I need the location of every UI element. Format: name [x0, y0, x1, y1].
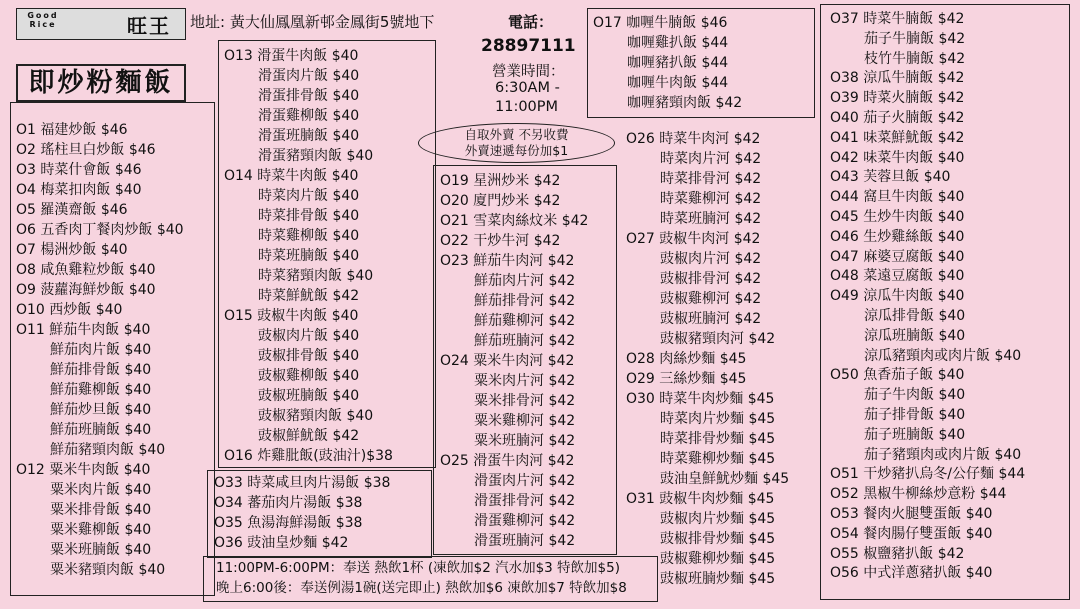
- menu-item: O53 餐肉火腿雙蛋飯 $40: [830, 505, 993, 522]
- menu-item: O56 中式洋蔥豬扒飯 $40: [830, 565, 993, 582]
- menu-item: O11 鮮茄牛肉飯 $40: [16, 322, 151, 338]
- menu-item: O40 茄子火腩飯 $42: [830, 109, 965, 126]
- menu-item: O17 咖喱牛腩飯 $46: [593, 15, 728, 31]
- menu-item: 鮮茄雞柳河 $42: [474, 313, 576, 329]
- menu-item: 豉椒排骨河 $42: [660, 271, 762, 287]
- menu-item: 鮮茄雞柳飯 $40: [50, 382, 152, 398]
- menu-item: O8 咸魚雞粒炒飯 $40: [16, 262, 156, 278]
- menu-item: O2 瑤柱旦白炒飯 $46: [16, 142, 156, 158]
- menu-item: 時菜班腩河 $42: [660, 211, 762, 227]
- menu-item: O19 星洲炒米 $42: [440, 173, 561, 189]
- menu-item: 豉椒豬頸肉飯 $40: [258, 408, 374, 424]
- menu-item: O38 涼瓜牛腩飯 $42: [830, 70, 965, 87]
- restaurant-logo: [16, 8, 186, 40]
- menu-item: 涼瓜豬頸肉或肉片飯 $40: [864, 347, 1022, 364]
- menu-item: O33 時菜咸旦肉片湯飯 $38: [214, 475, 391, 491]
- menu-item: 粟米排骨河 $42: [474, 393, 576, 409]
- menu-item: O36 豉油皇炒麵 $42: [214, 535, 349, 551]
- menu-title: 即炒粉麵飯: [16, 64, 186, 102]
- menu-item: 時菜排骨飯 $40: [258, 208, 360, 224]
- menu-item: 豉椒鮮魷飯 $42: [258, 428, 360, 444]
- menu-item: 滑蛋班腩飯 $40: [258, 128, 360, 144]
- menu-item: 時菜肉片河 $42: [660, 151, 762, 167]
- menu-item: 茄子牛肉飯 $40: [864, 387, 966, 404]
- menu-column-3: [440, 172, 588, 552]
- logo-text: 旺王: [127, 13, 171, 38]
- menu-item: O24 粟米牛肉河 $42: [440, 353, 575, 369]
- menu-item: 豉油皇鮮魷炒麵 $45: [660, 471, 790, 487]
- menu-item: O44 窩旦牛肉飯 $40: [830, 189, 965, 206]
- menu-item: 涼瓜班腩飯 $40: [864, 327, 966, 344]
- menu-item: 粟米雞柳河 $42: [474, 413, 576, 429]
- menu-item: 滑蛋肉片飯 $40: [258, 68, 360, 84]
- menu-item: 時菜排骨炒麵 $45: [660, 431, 776, 447]
- menu-item: O37 時菜牛腩飯 $42: [830, 11, 965, 27]
- menu-item: 時菜鮮魷飯 $42: [258, 288, 360, 304]
- menu-item: 鮮茄肉片飯 $40: [50, 342, 152, 358]
- menu-item: O25 滑蛋牛肉河 $42: [440, 453, 575, 469]
- menu-item: 滑蛋班腩河 $42: [474, 533, 576, 549]
- menu-item: O50 魚香茄子飯 $40: [830, 367, 965, 384]
- hours-open: 6:30AM -: [495, 80, 560, 96]
- menu-item: O16 炸雞肶飯(豉油汁)$38: [224, 448, 393, 464]
- address: 地址: 黃大仙鳳凰新邨金鳳街5號地下: [190, 13, 435, 31]
- menu-item: 枝竹牛腩飯 $42: [864, 50, 966, 67]
- menu-item: 滑蛋排骨河 $42: [474, 493, 576, 509]
- menu-item: 咖喱豬扒飯 $44: [627, 55, 729, 71]
- menu-item: 粟米豬頸肉飯 $40: [50, 562, 166, 578]
- menu-item: 滑蛋豬頸肉飯 $40: [258, 148, 374, 164]
- hours-close: 11:00PM: [495, 99, 559, 115]
- menu-item: 滑蛋排骨飯 $40: [258, 88, 360, 104]
- menu-item: 滑蛋雞柳飯 $40: [258, 108, 360, 124]
- menu-item: 鮮茄肉片河 $42: [474, 273, 576, 289]
- menu-item: 涼瓜排骨飯 $40: [864, 307, 966, 324]
- menu-item: 豉椒排骨炒麵 $45: [660, 531, 776, 547]
- footer-line-2: 晚上6:00後：奉送例湯1碗(送完即止) 熱飲加$6 凍飲加$7 特飲加$8: [216, 580, 627, 596]
- menu-item: O30 時菜牛肉炒麵 $45: [626, 391, 775, 407]
- menu-item: 滑蛋雞柳河 $42: [474, 513, 576, 529]
- menu-item: O14 時菜牛肉飯 $40: [224, 168, 359, 184]
- menu-item: 豉椒雞柳河 $42: [660, 291, 762, 307]
- notice-line-1: 自取外賣 不另收費: [464, 127, 569, 142]
- menu-item: 時菜雞柳飯 $40: [258, 228, 360, 244]
- menu-item: O4 梅菜扣肉飯 $40: [16, 182, 142, 198]
- menu-item: O6 五香肉丁餐肉炒飯 $40: [16, 222, 184, 238]
- menu-item: 豉椒肉片炒麵 $45: [660, 511, 776, 527]
- menu-item: 茄子牛腩飯 $42: [864, 30, 966, 47]
- menu-item: O48 菜遠豆腐飯 $40: [830, 268, 965, 285]
- menu-item: O26 時菜牛肉河 $42: [626, 131, 761, 147]
- logo-mark: Good Rice: [27, 11, 59, 29]
- menu-item: O12 粟米牛肉飯 $40: [16, 462, 151, 478]
- phone-number: 28897111: [481, 36, 576, 56]
- menu-item: 時菜雞柳河 $42: [660, 191, 762, 207]
- menu-item: 鮮茄豬頸肉飯 $40: [50, 442, 166, 458]
- menu-item: O5 羅漢齋飯 $46: [16, 202, 128, 218]
- menu-column-4: [626, 130, 789, 590]
- menu-column-1: [16, 121, 184, 581]
- menu-item: 豉椒雞柳飯 $40: [258, 368, 360, 384]
- menu-item: O9 菠蘿海鮮炒飯 $40: [16, 282, 156, 298]
- menu-item: O41 味菜鮮魷飯 $42: [830, 129, 965, 146]
- menu-column-2: [224, 47, 393, 467]
- menu-item: O34 蕃茄肉片湯飯 $38: [214, 495, 363, 511]
- menu-item: 豉椒豬頸肉河 $42: [660, 331, 776, 347]
- menu-item: O10 西炒飯 $40: [16, 302, 123, 318]
- menu-item: 茄子班腩飯 $40: [864, 426, 966, 443]
- menu-item: 豉椒班腩炒麵 $45: [660, 571, 776, 587]
- notice-line-2: 外賣速遞每份加$1: [464, 143, 569, 158]
- menu-item: 時菜排骨河 $42: [660, 171, 762, 187]
- menu-item: 粟米排骨飯 $40: [50, 502, 152, 518]
- menu-column-soup: [214, 474, 390, 554]
- hours-label: 營業時間：: [492, 64, 565, 80]
- menu-item: 粟米雞柳飯 $40: [50, 522, 152, 538]
- menu-item: 豉椒排骨飯 $40: [258, 348, 360, 364]
- menu-item: O49 涼瓜牛肉飯 $40: [830, 288, 965, 305]
- menu-item: O31 豉椒牛肉炒麵 $45: [626, 491, 775, 507]
- menu-item: O55 椒鹽豬扒飯 $42: [830, 545, 965, 562]
- menu-item: 粟米班腩河 $42: [474, 433, 576, 449]
- menu-item: 咖喱雞扒飯 $44: [627, 35, 729, 51]
- menu-item: 鮮茄班腩河 $42: [474, 333, 576, 349]
- menu-item: 時菜肉片炒麵 $45: [660, 411, 776, 427]
- menu-item: O45 生炒牛肉飯 $40: [830, 208, 965, 225]
- menu-item: 咖喱牛肉飯 $44: [627, 75, 729, 91]
- menu-item: 豉椒肉片河 $42: [660, 251, 762, 267]
- menu-item: O52 黑椒牛柳絲炒意粉 $44: [830, 486, 1007, 503]
- menu-item: O47 麻婆豆腐飯 $40: [830, 248, 965, 265]
- menu-item: O42 味菜牛肉飯 $40: [830, 149, 965, 166]
- menu-item: O51 干炒豬扒烏冬/公仔麵 $44: [830, 466, 1026, 483]
- menu-item: 鮮茄排骨飯 $40: [50, 362, 152, 378]
- menu-item: O20 廈門炒米 $42: [440, 193, 561, 209]
- menu-item: 豉椒班腩河 $42: [660, 311, 762, 327]
- menu-item: O13 滑蛋牛肉飯 $40: [224, 48, 359, 64]
- footer-line-1: 11:00PM-6:00PM：奉送 熱飲1杯 (凍飲加$2 汽水加$3 特飲加$5): [216, 560, 620, 576]
- menu-item: 豉椒肉片飯 $40: [258, 328, 360, 344]
- menu-item: 豉椒班腩飯 $40: [258, 388, 360, 404]
- menu-item: 鮮茄排骨河 $42: [474, 293, 576, 309]
- menu-item: O35 魚湯海鮮湯飯 $38: [214, 515, 363, 531]
- menu-item: O28 肉絲炒麵 $45: [626, 351, 747, 367]
- menu-item: O27 豉椒牛肉河 $42: [626, 231, 761, 247]
- menu-item: 茄子排骨飯 $40: [864, 406, 966, 423]
- menu-item: 粟米班腩飯 $40: [50, 542, 152, 558]
- menu-item: 時菜班腩飯 $40: [258, 248, 360, 264]
- menu-item: O39 時菜火腩飯 $42: [830, 90, 965, 107]
- menu-item: 咖喱豬頸肉飯 $42: [627, 95, 743, 111]
- menu-item: O1 福建炒飯 $46: [16, 122, 128, 138]
- menu-item: O29 三絲炒麵 $45: [626, 371, 747, 387]
- menu-item: 時菜豬頸肉飯 $40: [258, 268, 374, 284]
- menu-item: O21 雪菜肉絲炆米 $42: [440, 213, 589, 229]
- menu-item: 粟米肉片河 $42: [474, 373, 576, 389]
- menu-item: 鮮茄炒旦飯 $40: [50, 402, 152, 418]
- menu-item: O23 鮮茄牛肉河 $42: [440, 253, 575, 269]
- menu-column-5: [830, 10, 1025, 584]
- menu-item: 鮮茄班腩飯 $40: [50, 422, 152, 438]
- menu-item: O43 芙蓉旦飯 $40: [830, 169, 951, 186]
- menu-item: 茄子豬頸肉或肉片飯 $40: [864, 446, 1022, 463]
- menu-item: O46 生炒雞絲飯 $40: [830, 228, 965, 245]
- menu-column-curry: [593, 14, 742, 114]
- takeaway-notice: [418, 123, 615, 163]
- menu-item: O54 餐肉腸仔雙蛋飯 $40: [830, 525, 993, 542]
- menu-item: 粟米肉片飯 $40: [50, 482, 152, 498]
- menu-item: 時菜肉片飯 $40: [258, 188, 360, 204]
- menu-item: 滑蛋肉片河 $42: [474, 473, 576, 489]
- menu-item: O22 干炒牛河 $42: [440, 233, 561, 249]
- menu-item: 豉椒雞柳炒麵 $45: [660, 551, 776, 567]
- phone-label: 電話：: [508, 13, 554, 31]
- menu-item: 時菜雞柳炒麵 $45: [660, 451, 776, 467]
- menu-item: O15 豉椒牛肉飯 $40: [224, 308, 359, 324]
- menu-item: O7 楊洲炒飯 $40: [16, 242, 128, 258]
- menu-item: O3 時菜什會飯 $46: [16, 162, 142, 178]
